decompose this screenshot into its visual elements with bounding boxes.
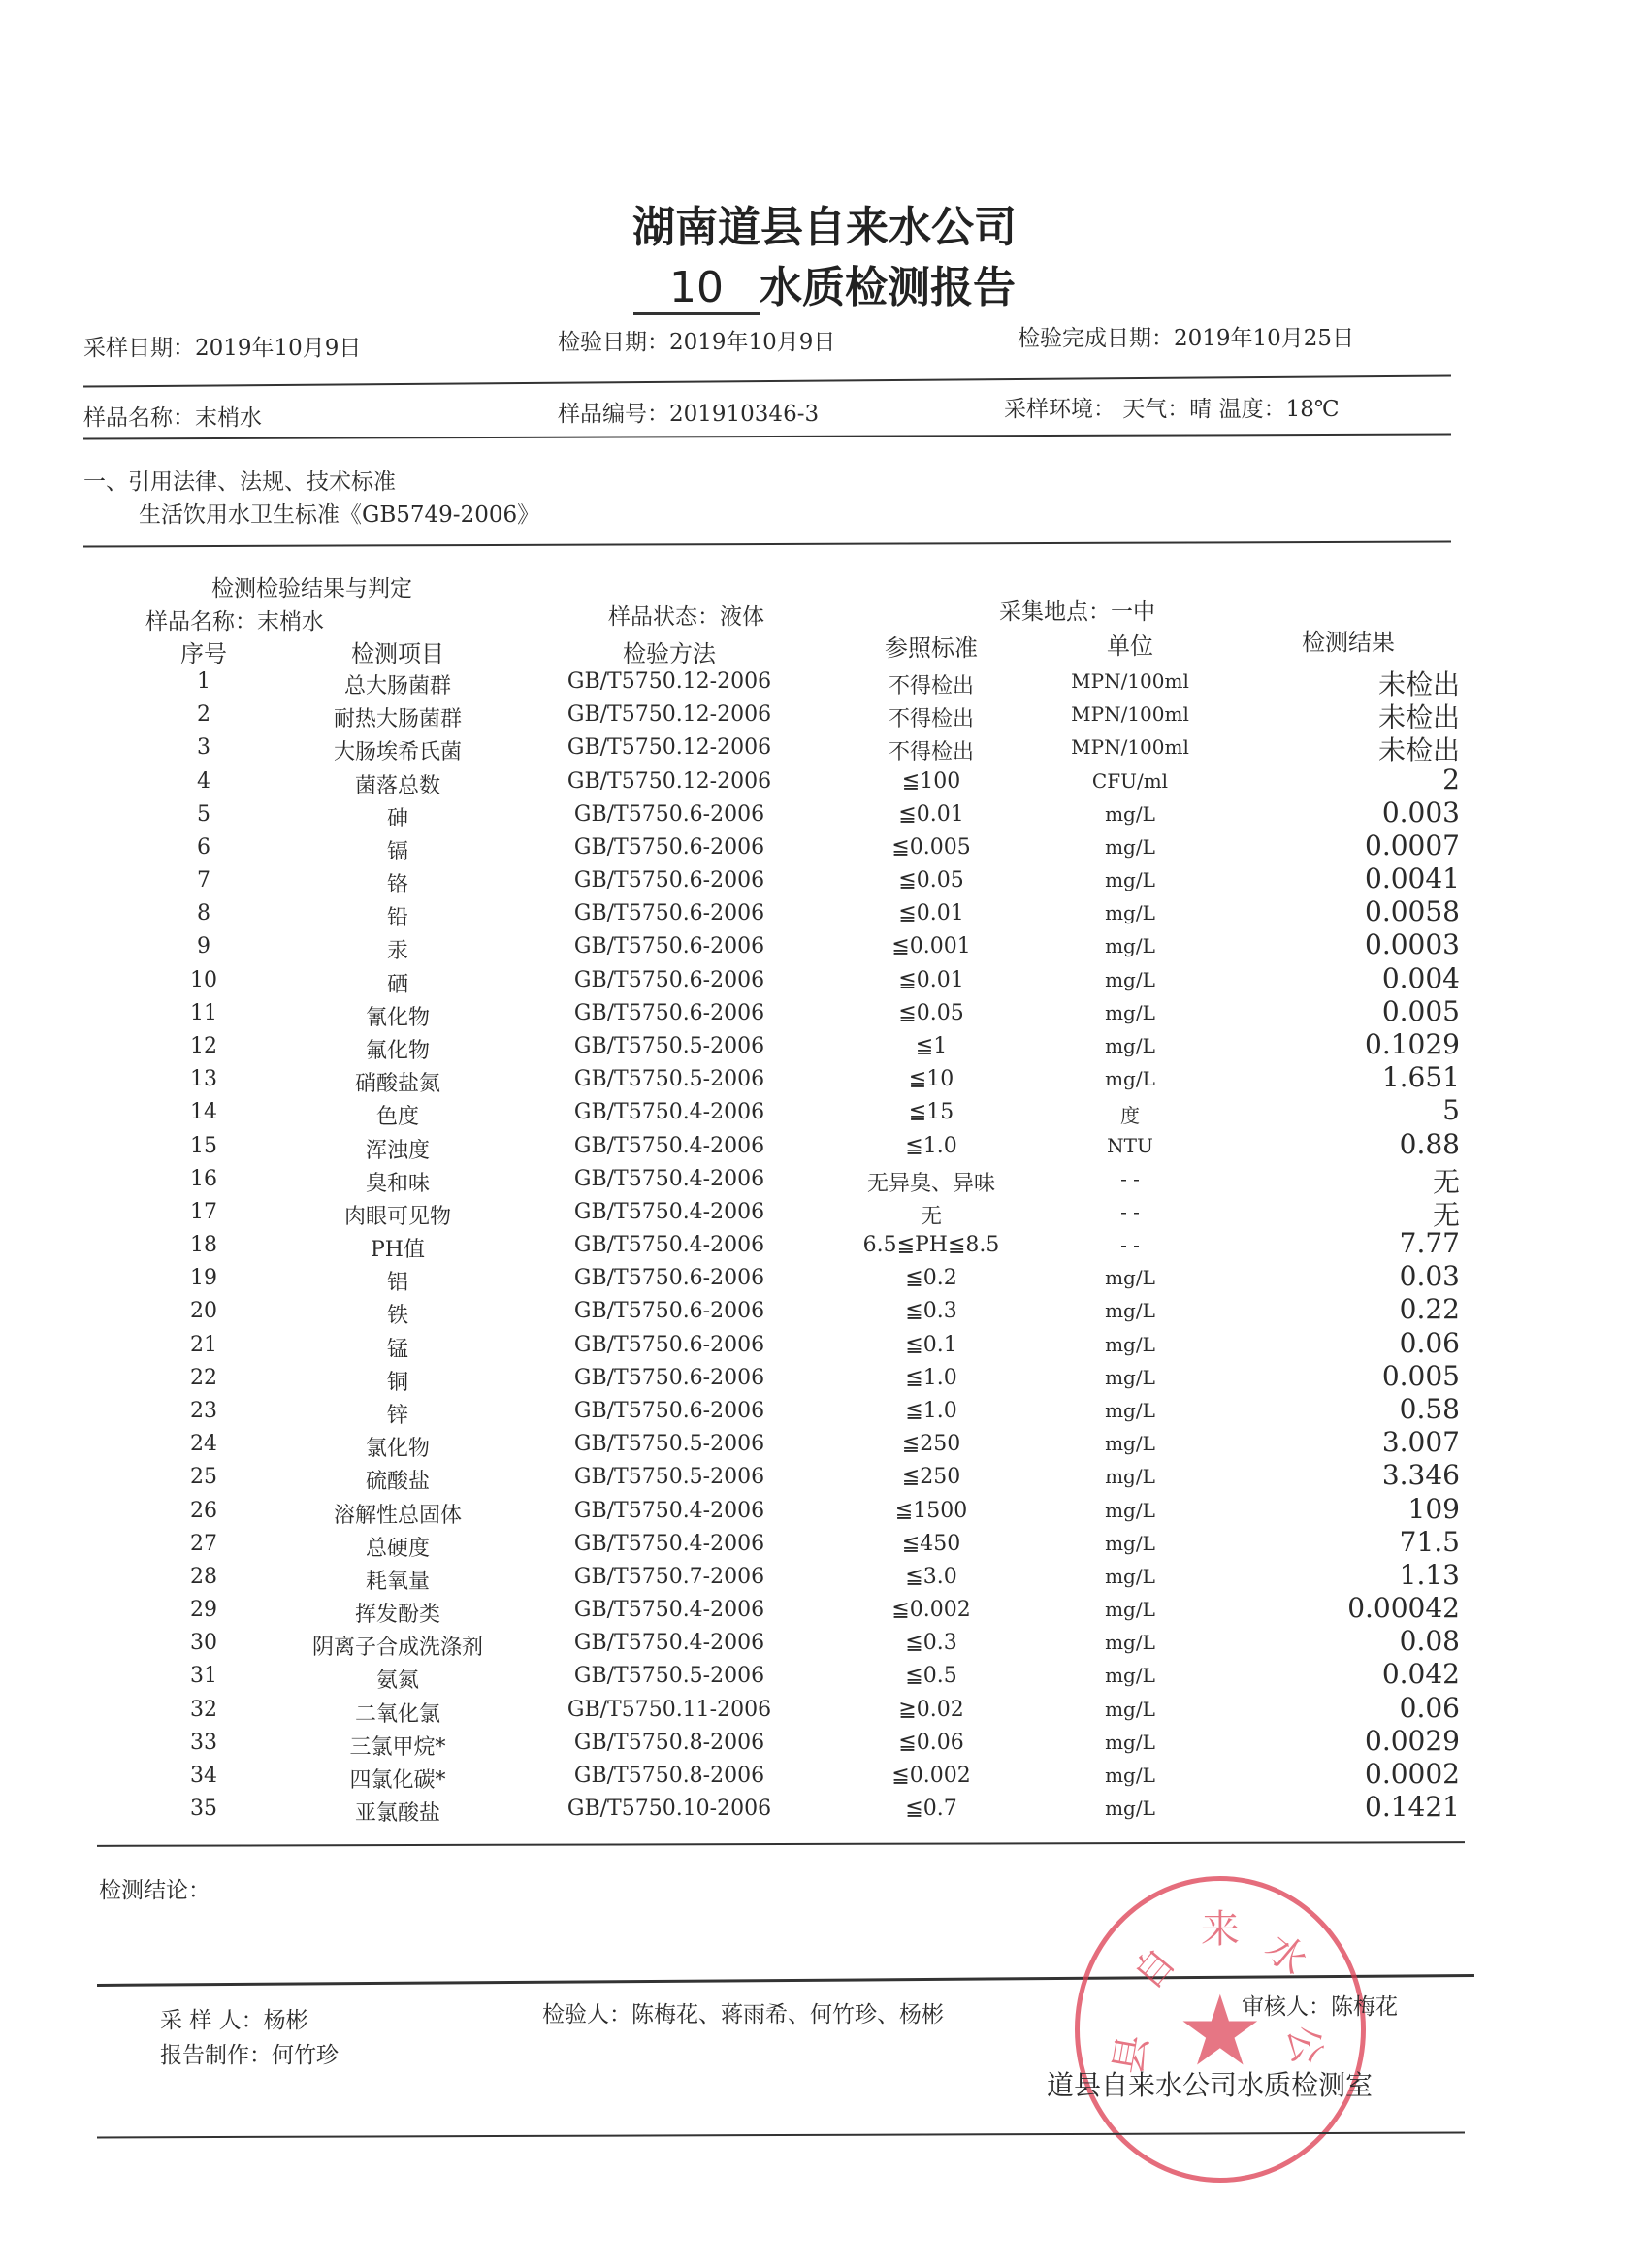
row-number: 28 (190, 1564, 217, 1589)
row-number: 14 (190, 1100, 217, 1125)
test-result: 0.00042 (1347, 1592, 1460, 1625)
sample-state: 样品状态：液体 (608, 604, 764, 630)
test-result: 无 (1432, 1165, 1460, 1198)
sampling-date: 采样日期：2019年10月9日 (83, 336, 362, 361)
test-item: 氟化物 (365, 1038, 430, 1063)
unit: mg/L (1105, 1398, 1155, 1422)
col-header-method: 检验方法 (623, 640, 716, 667)
unit: NTU (1107, 1133, 1153, 1157)
test-result: 71.5 (1399, 1525, 1460, 1558)
divider (83, 374, 1451, 387)
test-item: PH值 (371, 1238, 425, 1263)
test-method: GB/T5750.8-2006 (573, 1763, 765, 1788)
unit: mg/L (1105, 1033, 1155, 1057)
company-seal: ★ 自 来 水 县 公 (1075, 1876, 1366, 2183)
unit: mg/L (1105, 801, 1155, 826)
test-result: 2 (1442, 762, 1460, 795)
unit: mg/L (1105, 1564, 1155, 1588)
company-title: 湖南道县自来水公司 (632, 203, 1017, 252)
results-heading: 检测检验结果与判定 (211, 576, 412, 601)
test-method: GB/T5750.6-2006 (573, 1332, 765, 1357)
reviewer: 审核人：陈梅花 (1242, 1994, 1398, 2020)
test-method: GB/T5750.6-2006 (573, 901, 765, 926)
test-item: 四氯化碳* (349, 1767, 446, 1793)
test-item: 二氧化氯 (354, 1701, 440, 1727)
test-result: 0.06 (1399, 1691, 1460, 1724)
report-maker: 报告制作：何竹珍 (160, 2043, 339, 2068)
reference-standard: ≦0.5 (905, 1664, 957, 1689)
row-number: 32 (190, 1697, 217, 1722)
test-result: 0.0002 (1365, 1757, 1460, 1790)
test-item: 铜 (386, 1370, 408, 1395)
row-number: 10 (190, 967, 217, 992)
test-result: 0.0029 (1365, 1724, 1460, 1757)
unit: - - (1120, 1166, 1140, 1190)
row-number: 6 (197, 834, 210, 859)
reference-standard: ≧0.02 (898, 1697, 964, 1722)
reference-standard: ≦450 (901, 1531, 961, 1556)
test-method: GB/T5750.6-2006 (573, 801, 765, 826)
unit: mg/L (1105, 1465, 1155, 1489)
reference-standard: ≦0.002 (891, 1598, 971, 1623)
unit: mg/L (1105, 1631, 1155, 1655)
test-item: 铝 (386, 1271, 408, 1296)
collection-location: 采集地点：一中 (999, 599, 1155, 625)
unit: mg/L (1105, 1365, 1155, 1389)
test-result: 0.005 (1381, 994, 1460, 1027)
unit: mg/L (1105, 1067, 1155, 1091)
row-number: 34 (190, 1763, 217, 1788)
unit: MPN/100ml (1071, 669, 1189, 693)
divider (97, 1841, 1465, 1847)
row-number: 1 (197, 669, 210, 694)
test-item: 铬 (386, 873, 408, 898)
reference-standard: ≦0.1 (905, 1332, 957, 1357)
row-number: 12 (190, 1033, 217, 1058)
row-number: 21 (190, 1332, 217, 1357)
reference-standard: ≦1 (915, 1033, 948, 1058)
test-item: 溶解性总固体 (333, 1503, 462, 1528)
test-method: GB/T5750.12-2006 (566, 768, 772, 794)
test-item: 耐热大肠菌群 (333, 707, 462, 732)
row-number: 26 (190, 1498, 217, 1523)
test-method: GB/T5750.4-2006 (573, 1531, 765, 1556)
row-number: 13 (190, 1067, 217, 1092)
row-number: 5 (197, 801, 210, 826)
row-number: 23 (190, 1398, 217, 1423)
unit: mg/L (1105, 1432, 1155, 1456)
reference-standard: ≦0.002 (891, 1763, 971, 1788)
test-item: 砷 (386, 806, 408, 831)
test-item: 氯化物 (365, 1437, 430, 1462)
results-sample-name: 样品名称：末梢水 (146, 609, 324, 634)
unit: - - (1120, 1199, 1140, 1223)
unit: mg/L (1105, 868, 1155, 892)
test-method: GB/T5750.11-2006 (566, 1697, 772, 1722)
report-title (0, 252, 1649, 315)
test-result: 未检出 (1377, 734, 1460, 767)
reference-standard: 不得检出 (888, 740, 974, 765)
test-result: 7.77 (1399, 1227, 1460, 1260)
row-number: 24 (190, 1432, 217, 1457)
unit: mg/L (1105, 1000, 1155, 1024)
test-result: 0.03 (1399, 1260, 1460, 1293)
test-method: GB/T5750.12-2006 (566, 735, 772, 761)
test-method: GB/T5750.6-2006 (573, 1365, 765, 1390)
test-result: 0.1029 (1365, 1027, 1460, 1060)
seal-star-icon: ★ (1177, 1974, 1264, 2088)
test-item: 三氯甲烷* (349, 1734, 446, 1760)
reference-standard: ≦1.0 (905, 1398, 957, 1423)
conclusion-label: 检测结论： (99, 1878, 210, 1903)
test-item: 硝酸盐氮 (354, 1072, 440, 1097)
row-number: 17 (190, 1199, 217, 1224)
test-result: 0.22 (1399, 1293, 1460, 1326)
test-item: 总大肠菌群 (343, 674, 451, 698)
test-item: 大肠埃希氏菌 (333, 740, 462, 765)
row-number: 15 (190, 1133, 217, 1158)
test-result: 无 (1432, 1198, 1460, 1231)
row-number: 19 (190, 1266, 217, 1291)
row-number: 8 (197, 901, 210, 926)
test-result: 0.003 (1381, 795, 1460, 828)
sampler: 采 样 人：杨彬 (160, 2008, 308, 2033)
test-result: 0.88 (1399, 1127, 1460, 1160)
test-method: GB/T5750.4-2006 (573, 1598, 765, 1623)
row-number: 35 (190, 1797, 217, 1822)
unit: CFU/ml (1091, 768, 1169, 793)
row-number: 30 (190, 1631, 217, 1656)
test-method: GB/T5750.5-2006 (573, 1664, 765, 1689)
test-method: GB/T5750.6-2006 (573, 1299, 765, 1324)
test-item: 镉 (386, 839, 408, 864)
test-method: GB/T5750.4-2006 (573, 1631, 765, 1656)
test-method: GB/T5750.5-2006 (573, 1432, 765, 1457)
reference-standard: ≦1.0 (905, 1365, 957, 1390)
unit: mg/L (1105, 1730, 1155, 1754)
reference-standard: ≦0.3 (905, 1631, 957, 1656)
test-result: 0.1421 (1365, 1791, 1460, 1824)
reference-standard: ≦0.3 (905, 1299, 957, 1324)
reference-standard: ≦100 (901, 768, 961, 794)
sample-name: 样品名称：末梢水 (83, 405, 262, 431)
unit: mg/L (1105, 1664, 1155, 1688)
unit: - - (1120, 1233, 1140, 1257)
row-number: 7 (197, 868, 210, 893)
test-method: GB/T5750.6-2006 (573, 1000, 765, 1025)
sampling-environment: 采样环境： 天气：晴 温度：18℃ (1004, 397, 1340, 422)
unit: mg/L (1105, 1299, 1155, 1323)
row-number: 20 (190, 1299, 217, 1324)
test-result: 0.0007 (1365, 828, 1460, 861)
row-number: 31 (190, 1664, 217, 1689)
reference-standard: ≦0.05 (898, 868, 964, 893)
row-number: 29 (190, 1598, 217, 1623)
test-method: GB/T5750.5-2006 (573, 1067, 765, 1092)
test-result: 0.005 (1381, 1359, 1460, 1392)
test-result: 3.007 (1381, 1426, 1460, 1459)
reference-standard: ≦250 (901, 1432, 961, 1457)
reference-standard: 不得检出 (888, 707, 974, 732)
unit: mg/L (1105, 1598, 1155, 1622)
divider (83, 434, 1451, 440)
table-header (0, 629, 1649, 667)
test-item: 亚氯酸盐 (354, 1801, 440, 1827)
reference-standard: ≦15 (908, 1100, 954, 1125)
row-number: 11 (190, 1000, 217, 1025)
row-number: 2 (197, 702, 210, 728)
reference-standard: ≦10 (908, 1067, 954, 1092)
test-item: 铅 (386, 906, 408, 931)
reference-standard: ≦0.06 (898, 1730, 964, 1755)
report-title-text: 水质检测报告 (760, 263, 1016, 312)
test-method: GB/T5750.4-2006 (573, 1166, 765, 1191)
test-result: 5 (1442, 1094, 1460, 1127)
test-item: 锰 (386, 1337, 408, 1362)
row-number: 25 (190, 1465, 217, 1490)
unit: mg/L (1105, 934, 1155, 958)
test-method: GB/T5750.8-2006 (573, 1730, 765, 1755)
reference-standard: ≦0.05 (898, 1000, 964, 1025)
reference-standard: ≦1500 (894, 1498, 968, 1523)
test-result: 0.0003 (1365, 928, 1460, 961)
unit: mg/L (1105, 901, 1155, 925)
table-row (0, 1791, 1649, 1830)
test-result: 1.13 (1399, 1558, 1460, 1591)
report-number: 10 (633, 263, 760, 315)
test-result: 0.06 (1399, 1326, 1460, 1359)
col-header-no: 序号 (180, 640, 227, 667)
test-item: 菌落总数 (354, 773, 440, 798)
test-item: 肉眼可见物 (343, 1204, 451, 1229)
test-method: GB/T5750.4-2006 (573, 1133, 765, 1158)
unit: mg/L (1105, 1763, 1155, 1787)
test-method: GB/T5750.12-2006 (566, 669, 772, 694)
unit: mg/L (1105, 1266, 1155, 1290)
reference-standard: 无 (920, 1204, 942, 1229)
row-number: 4 (197, 768, 210, 794)
test-item: 铁 (386, 1304, 408, 1329)
reference-standard: 生活饮用水卫生标准《GB5749-2006》 (139, 502, 540, 528)
unit: mg/L (1105, 1498, 1155, 1522)
unit: MPN/100ml (1071, 735, 1189, 760)
test-item: 色度 (375, 1105, 419, 1130)
section-heading: 一、引用法律、法规、技术标准 (83, 470, 396, 495)
test-method: GB/T5750.4-2006 (573, 1199, 765, 1224)
test-item: 氨氮 (375, 1669, 419, 1694)
test-method: GB/T5750.10-2006 (566, 1797, 772, 1822)
reference-standard: ≦250 (901, 1465, 961, 1490)
col-header-standard: 参照标准 (885, 634, 978, 662)
sample-number: 样品编号：201910346-3 (558, 402, 820, 427)
inspection-date: 检验日期：2019年10月9日 (558, 330, 836, 355)
reference-standard: ≦0.7 (905, 1797, 957, 1822)
test-method: GB/T5750.6-2006 (573, 834, 765, 859)
test-method: GB/T5750.5-2006 (573, 1465, 765, 1490)
col-header-item: 检测项目 (351, 640, 444, 667)
inspectors: 检验人：陈梅花、蒋雨希、何竹珍、杨彬 (542, 2002, 944, 2027)
test-method: GB/T5750.6-2006 (573, 934, 765, 959)
test-method: GB/T5750.4-2006 (573, 1498, 765, 1523)
test-item: 挥发酚类 (354, 1603, 440, 1628)
row-number: 27 (190, 1531, 217, 1556)
test-result: 0.58 (1399, 1392, 1460, 1425)
reference-standard: 6.5≦PH≦8.5 (862, 1233, 1000, 1258)
test-result: 0.0058 (1365, 895, 1460, 928)
unit: mg/L (1105, 1797, 1155, 1821)
reference-standard: ≦0.001 (891, 934, 971, 959)
col-header-result: 检测结果 (1302, 629, 1395, 656)
test-result: 0.042 (1381, 1658, 1460, 1691)
test-method: GB/T5750.4-2006 (573, 1100, 765, 1125)
test-result: 0.0041 (1365, 862, 1460, 895)
test-result: 109 (1407, 1492, 1460, 1525)
test-result: 未检出 (1377, 668, 1460, 700)
test-item: 总硬度 (365, 1536, 430, 1561)
test-method: GB/T5750.6-2006 (573, 1266, 765, 1291)
test-result: 1.651 (1381, 1061, 1460, 1094)
reference-standard: ≦0.2 (905, 1266, 957, 1291)
test-method: GB/T5750.12-2006 (566, 702, 772, 728)
reference-standard: ≦0.005 (891, 834, 971, 859)
test-item: 锌 (386, 1403, 408, 1428)
test-result: 0.08 (1399, 1625, 1460, 1658)
row-number: 3 (197, 735, 210, 761)
test-method: GB/T5750.5-2006 (573, 1033, 765, 1058)
test-item: 硫酸盐 (365, 1470, 430, 1495)
row-number: 9 (197, 934, 210, 959)
reference-standard: 不得检出 (888, 674, 974, 698)
reference-standard: ≦0.01 (898, 967, 964, 992)
test-item: 浑浊度 (365, 1138, 430, 1163)
reference-standard: ≦3.0 (905, 1564, 957, 1589)
test-result: 0.004 (1381, 961, 1460, 994)
lab-name: 道县自来水公司水质检测室 (1047, 2069, 1374, 2101)
test-method: GB/T5750.6-2006 (573, 967, 765, 992)
test-method: GB/T5750.4-2006 (573, 1233, 765, 1258)
reference-standard: 无异臭、异味 (866, 1171, 995, 1196)
unit: mg/L (1105, 1332, 1155, 1356)
test-result: 3.346 (1381, 1459, 1460, 1492)
unit: mg/L (1105, 1531, 1155, 1555)
completion-date: 检验完成日期：2019年10月25日 (1018, 326, 1355, 351)
test-item: 阴离子合成洗涤剂 (311, 1636, 483, 1661)
unit: 度 (1120, 1104, 1140, 1128)
row-number: 22 (190, 1365, 217, 1390)
test-result: 未检出 (1377, 701, 1460, 734)
row-number: 16 (190, 1166, 217, 1191)
row-number: 18 (190, 1233, 217, 1258)
divider (83, 541, 1451, 548)
test-item: 硒 (386, 972, 408, 997)
unit: MPN/100ml (1071, 702, 1189, 727)
unit: mg/L (1105, 834, 1155, 859)
reference-standard: ≦0.01 (898, 801, 964, 826)
test-item: 氰化物 (365, 1005, 430, 1030)
unit: mg/L (1105, 1697, 1155, 1721)
test-item: 耗氧量 (365, 1569, 430, 1594)
reference-standard: ≦0.01 (898, 901, 964, 926)
test-item: 臭和味 (365, 1171, 430, 1196)
col-header-unit: 单位 (1107, 632, 1153, 660)
test-method: GB/T5750.6-2006 (573, 868, 765, 893)
unit: mg/L (1105, 967, 1155, 991)
test-method: GB/T5750.7-2006 (573, 1564, 765, 1589)
row-number: 33 (190, 1730, 217, 1755)
reference-standard: ≦1.0 (905, 1133, 957, 1158)
test-item: 汞 (386, 939, 408, 964)
test-method: GB/T5750.6-2006 (573, 1398, 765, 1423)
